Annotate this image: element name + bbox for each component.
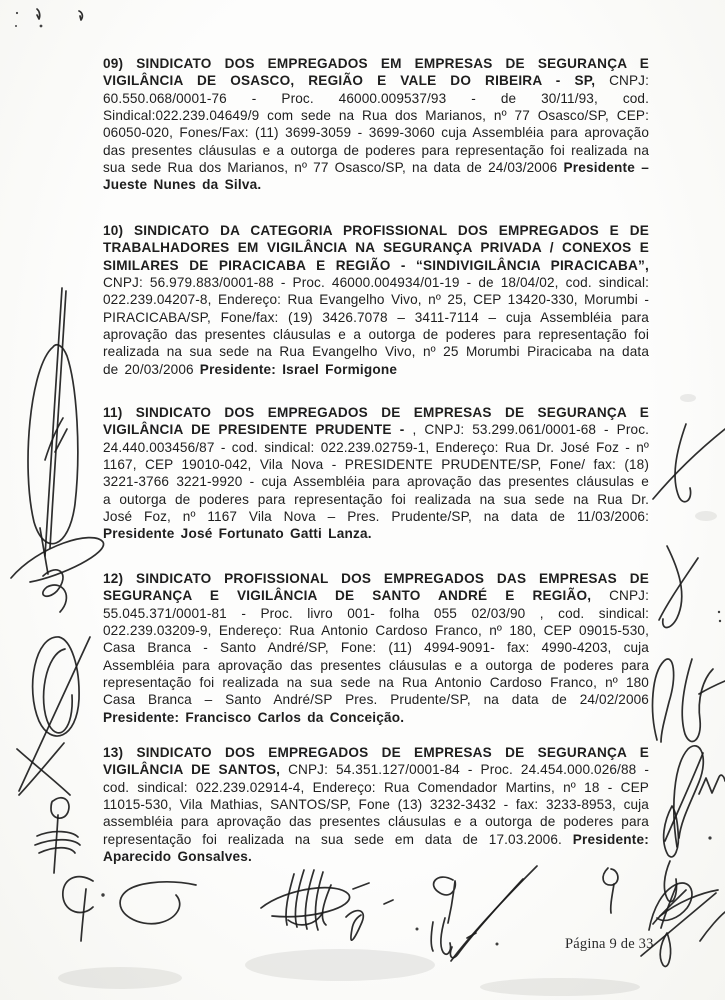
signature-bottom-right-icon <box>416 866 538 961</box>
paragraph-13-sindicato-santos <box>103 744 649 865</box>
bold-text-run: Presidente: Aparecido Gonsalves. <box>103 831 649 865</box>
signature-bottom-center-icon <box>261 870 393 940</box>
paragraph-09-sindicato-osasco <box>103 55 649 194</box>
bold-text-run: Presidente – Jueste Nunes da Silva. <box>103 160 649 193</box>
signature-right-loops-icon <box>653 659 725 742</box>
ink-specks-icon <box>15 9 82 27</box>
bold-text-run: 11) SINDICATO DOS EMPREGADOS DE EMPRESAS DE SEGURANÇA E VIGILÂNCIA DE PRESIDENTE PRUDENTE - <box>103 405 649 438</box>
page-number: Página 9 de 33 <box>565 936 654 952</box>
text-run: CNPJ: 56.979.883/0001-88 - Proc. 46000.004934/01-19 - de 18/04/02, cod. sindical: 022.239.04207-8, Endereço: Rua Evangelho Vivo, nº 25, CEP 13420-330, Morumbi - PIRACICABA/SP, Fone/fax: (19) 3426.7078 – 3411-7114 – cuja Assembléia para aprovação das presentes cláusulas e a outorga de poderes para representação foi realizada na sua sede na Rua Evangelho Vivo, nº 25 Morumbi Piracicaba na data de 20/03/2006 <box>103 275 649 377</box>
signature-right-corner-icon <box>641 775 725 966</box>
text-run: , CNPJ: 53.299.061/0001-68 - Proc. 24.440.003456/87 - cod. sindical: 022.239.02759-1, Endereço: Rua Dr. José Foz - nº 1167, CEP 19010-042, Vila Nova - PRESIDENTE PRUDENTE/SP, Fone/ fax: (18) 3221-3766 3221-9920 - cuja Assembléia para aprovação das presentes cláusulas e a outorga de poderes para representação foi realizada na sua sede na Rua Dr. José Foz, nº 1167 Vila Nova – Pres. Prudente/SP, na data de 11/03/2006: <box>103 422 650 525</box>
signature-bottom-left-icon <box>63 877 196 941</box>
signature-left-middle-icon <box>17 570 90 873</box>
text-run: CNPJ: 54.351.127/0001-84 - Proc. 24.454.000.026/88 - cod. sindical: 022.239.02914-4, Endereço: Rua Comendador Martins, nº 18 - CEP 11015-530, Vila Mathias, SANTOS/SP, Fone (13) 3232-3432 - fax: 3233-8953, cuja assembléia para aprovação das presentes cláusulas e a outorga de poderes para representação foi realizada na sua sede em data de 17.03.2006. <box>103 762 649 847</box>
bold-text-run: 09) SINDICATO DOS EMPREGADOS EM EMPRESAS DE SEGURANÇA E VIGILÂNCIA DE OSASCO, REGIÃO E VALE DO RIBEIRA - SP, <box>103 56 649 89</box>
paragraph-12-sindicato-santo-andre <box>103 570 649 726</box>
bold-text-run: 13) SINDICATO DOS EMPREGADOS DE EMPRESAS DE SEGURANÇA E VIGILÂNCIA DE SANTOS, <box>103 745 649 778</box>
text-run: CNPJ: 60.550.068/0001-76 - Proc. 46000.009537/93 - de 30/11/93, cod. Sindical:022.239.04649/9 com sede na Rua dos Marianos, nº 77 Osasco/SP, CEP: 06050-020, Fones/Fax: (11) 3699-3059 - 3699-3060 cuja Assembléia para aprovação das presentes cláusulas e a outorga de poderes para representação foi realizada na sua sede Rua dos Marianos, nº 77 Osasco/SP, na data de 24/03/2006 <box>103 73 649 176</box>
bold-text-run: Presidente José Fortunato Gatti Lanza. <box>103 526 372 542</box>
paragraph-10-sindicato-piracicaba <box>103 222 649 378</box>
text-run: CNPJ: 55.045.371/0001-81 - Proc. livro 001- folha 055 02/03/90 , cod. sindical: 022.239.03209-9, Endereço: Rua Antonio Cardoso Franco, nº 180, CEP 09015-530, Casa Branca - Santo André/SP, Fone: (11) 4994-9091- fax: 4990-4203, cuja Assembléia para aprovação das presentes cláusulas e a outorga de poderes para representação foi realizada na sua sede na Rua Antonio Cardoso Franco, nº 180 Casa Branca – Santo André/SP Pres. Prudente/SP, na data de 24/02/2006 <box>103 588 649 708</box>
signature-right-cross-icon <box>653 424 725 502</box>
bold-text-run: Presidente: Israel Formigone <box>199 361 398 377</box>
bold-text-run: 12) SINDICATO PROFISSIONAL DOS EMPREGADOS DAS EMPRESAS DE SEGURANÇA E VIGILÂNCIA DE SANTO ANDRÉ E REGIÃO, <box>103 571 649 604</box>
bold-text-run: 10) SINDICATO DA CATEGORIA PROFISSIONAL DOS EMPREGADOS E DE TRABALHADORES EM VIGILÂNCIA NA SEGURANÇA PRIVADA / CONEXOS E SIMILARES DE PIRACICABA E REGIÃO - “SINDIVIGILÂNCIA PIRACICABA”, <box>103 223 649 273</box>
signature-left-tall-icon <box>11 288 104 582</box>
signature-right-p-loop-icon <box>665 746 703 847</box>
paragraph-11-sindicato-presidente-prudente <box>103 404 649 543</box>
bold-text-run: Presidente: Francisco Carlos da Conceição. <box>103 709 405 725</box>
signature-right-x-icon <box>659 546 721 628</box>
